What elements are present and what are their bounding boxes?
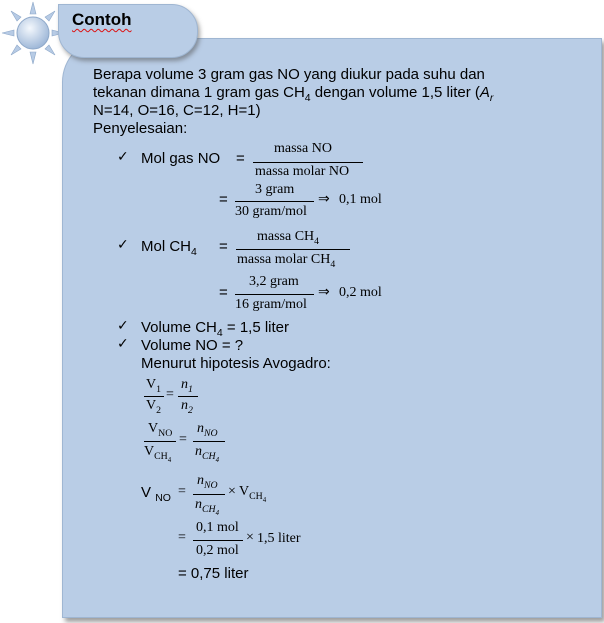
step1-den1: massa molar NO: [255, 164, 350, 179]
step2-num2: 3,2 gram: [249, 274, 299, 289]
f4-num: 0,1 mol: [196, 520, 239, 535]
problem-line-2: tekanan dimana 1 gram gas $CH_4$ dengan volume 1,5 liter ($A_r$: [93, 84, 494, 104]
step1-den2: 30 gram/mol: [235, 204, 307, 219]
f2-vch: $V_{CH_4}$: [144, 444, 172, 464]
step1-num1: massa NO: [274, 141, 332, 156]
fraction-bar: [193, 540, 243, 541]
step1-result: 0,1 mol: [339, 192, 382, 207]
check-icon: ✓: [117, 149, 129, 165]
f3-times: ×: [228, 484, 236, 499]
f1-v2: $V_2$: [146, 398, 162, 416]
f4-times: ×: [246, 530, 254, 545]
f3-eq: =: [178, 484, 186, 499]
step2-den2: 16 gram/mol: [235, 297, 307, 312]
f4-val: 1,5 liter: [257, 531, 301, 546]
step1-eq1: =: [236, 150, 245, 167]
check-icon: ✓: [117, 237, 129, 253]
step2-eq1: =: [219, 238, 228, 255]
page-title: Contoh: [72, 10, 132, 29]
step1-label: Mol gas NO: [141, 150, 221, 167]
f1-n1: $n_1$: [181, 377, 193, 395]
implies-arrow: ⇒: [318, 285, 330, 300]
step1-num2: 3 gram: [255, 182, 295, 197]
problem-line-3: N=14, O=16, C=12, H=1): [93, 102, 261, 119]
f2-vno: $V_{NO}$: [148, 421, 173, 439]
fraction-bar: [235, 294, 314, 295]
f1-n2: $n_2$: [181, 398, 193, 416]
fraction-bar: [144, 441, 176, 442]
f3-nch: $n_{CH_4}$: [195, 497, 220, 517]
implies-arrow: ⇒: [318, 192, 330, 207]
step2-eq2: =: [219, 284, 228, 301]
step2-result: 0,2 mol: [339, 285, 382, 300]
problem-line-1: Berapa volume 3 gram gas NO yang diukur pada suhu dan: [93, 66, 485, 83]
f2-nch: $n_{CH_4}$: [195, 444, 220, 464]
step2-label: Mol $CH_4$: [141, 238, 197, 258]
fraction-bar: [178, 396, 198, 397]
f2-nno: $n_{NO}$: [197, 421, 218, 439]
step4-text: Volume NO = ?: [141, 337, 244, 354]
check-icon: ✓: [117, 336, 129, 352]
f4-eq: =: [178, 530, 186, 545]
f3-v: $V_{CH_4}$: [239, 484, 267, 504]
solution-label: Penyelesaian:: [93, 120, 188, 137]
step3-text: Volume $CH_4 = 1,5$ liter: [141, 319, 290, 339]
fraction-bar: [236, 249, 350, 250]
f1-eq: =: [166, 387, 174, 402]
step1-eq2: =: [219, 191, 228, 208]
check-icon: ✓: [117, 318, 129, 334]
f2-eq: =: [179, 432, 187, 447]
step2-den1: massa molar $CH_4$: [237, 252, 336, 270]
f1-v1: $V_1$: [146, 377, 162, 395]
f3-nno: $n_{NO}$: [197, 473, 218, 491]
fraction-bar: [144, 396, 164, 397]
f3-lhs: V $_{NO}$: [141, 484, 171, 504]
fraction-bar: [253, 162, 363, 163]
f4-den: 0,2 mol: [196, 543, 239, 558]
fraction-bar: [193, 441, 225, 442]
final-result: = 0,75 liter: [178, 565, 249, 582]
step2-num1: massa $CH_4$: [257, 229, 320, 247]
fraction-bar: [193, 494, 225, 495]
avogadro-text: Menurut hipotesis Avogadro:: [141, 355, 331, 372]
fraction-bar: [235, 201, 314, 202]
